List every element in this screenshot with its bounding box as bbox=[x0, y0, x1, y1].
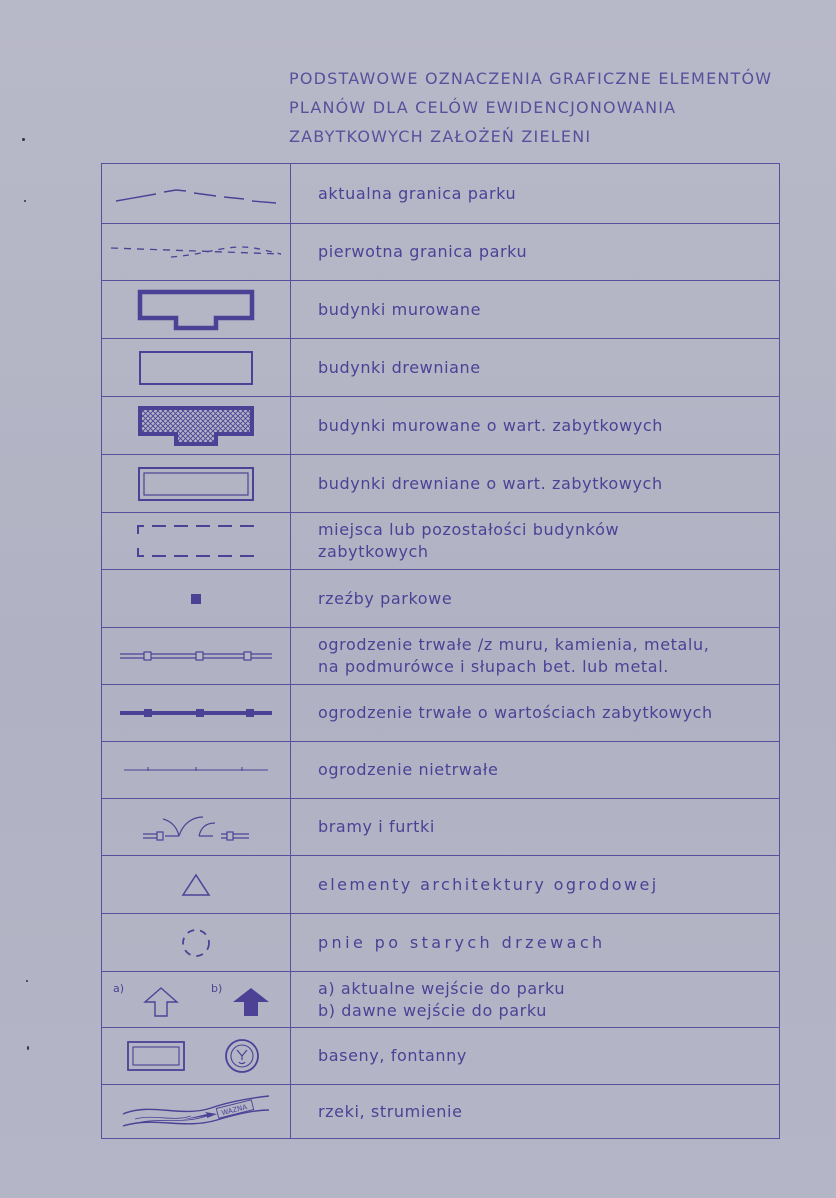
legend-row-pools bbox=[102, 1027, 779, 1084]
legend-desc: miejsca lub pozostałości budynków bbox=[318, 520, 620, 539]
paper-speck bbox=[27, 1046, 29, 1050]
legend-row-permanent-fence bbox=[102, 627, 779, 684]
sculpture-symbol bbox=[102, 570, 290, 627]
legend-desc: aktualna granica parku bbox=[318, 183, 517, 203]
legend-desc: pierwotna granica parku bbox=[318, 242, 528, 261]
legend-row-original-boundary bbox=[102, 223, 779, 280]
legend-row-historic-wooden bbox=[102, 454, 779, 512]
entrances-symbol bbox=[102, 972, 290, 1027]
pools-symbol bbox=[102, 1028, 290, 1084]
legend-row-building-remains bbox=[102, 512, 779, 569]
legend-desc: elementy architektury ogrodowej bbox=[318, 874, 659, 894]
legend-desc: pnie po starych drzewach bbox=[318, 932, 606, 952]
legend-row-wooden bbox=[102, 338, 779, 396]
title-line-1: PODSTAWOWE OZNACZENIA GRAFICZNE ELEMENTÓW bbox=[289, 69, 773, 88]
legend-row-current-boundary bbox=[102, 164, 779, 223]
permanent-fence-symbol bbox=[102, 628, 290, 684]
historic-masonry-symbol bbox=[102, 397, 290, 454]
legend-row-historic-masonry bbox=[102, 396, 779, 454]
legend-table bbox=[101, 163, 780, 1139]
legend-desc: rzeźby parkowe bbox=[318, 588, 453, 608]
triangle-icon bbox=[102, 856, 290, 913]
legend-desc: a) aktualne wejście do parku bbox=[318, 978, 566, 998]
pool-icon bbox=[128, 1042, 184, 1070]
legend-desc-line-2: na podmurówce i słupach bet. lub metal. bbox=[318, 657, 669, 676]
legend-row-historic-fence bbox=[102, 684, 779, 741]
paper-speck bbox=[24, 200, 26, 202]
title-line-3: ZABYTKOWYCH ZAŁOŻEŃ ZIELENI bbox=[289, 127, 592, 146]
temporary-fence-symbol bbox=[102, 742, 290, 798]
legend-desc: rzeki, strumienie bbox=[318, 1102, 463, 1121]
current-boundary-symbol bbox=[102, 164, 290, 223]
legend-row-rivers bbox=[102, 1084, 779, 1139]
historic-wooden-symbol bbox=[102, 455, 290, 512]
wooden-building-symbol bbox=[102, 339, 290, 396]
entrance-label-b: b) bbox=[211, 981, 223, 995]
historic-fence-symbol bbox=[102, 685, 290, 741]
legend-row-temporary-fence bbox=[102, 741, 779, 798]
document-title bbox=[289, 64, 829, 151]
fountain-icon bbox=[226, 1040, 258, 1072]
legend-desc: ogrodzenie trwałe /z muru, kamienia, metalu, bbox=[318, 635, 710, 654]
legend-desc: baseny, fontanny bbox=[318, 1046, 467, 1065]
masonry-building-symbol bbox=[102, 281, 290, 338]
legend-row-garden-architecture bbox=[102, 855, 779, 913]
arrow-up-outline-icon bbox=[145, 988, 177, 1016]
legend-desc: budynki drewniane bbox=[318, 357, 481, 377]
arrow-up-filled-icon bbox=[233, 988, 269, 1016]
legend-row-stumps bbox=[102, 913, 779, 971]
legend-desc-line-2: zabytkowych bbox=[318, 542, 429, 561]
legend-desc: ogrodzenie nietrwałe bbox=[318, 760, 499, 779]
river-stamp: WAZNA bbox=[220, 1103, 249, 1118]
title-line-2: PLANÓW DLA CELÓW EWIDENCJONOWANIA bbox=[289, 98, 677, 117]
legend-desc: ogrodzenie trwałe o wartościach zabytkowych bbox=[318, 703, 713, 722]
legend-desc: budynki drewniane o wart. zabytkowych bbox=[318, 473, 663, 493]
legend-row-gates bbox=[102, 798, 779, 855]
legend-desc: budynki murowane o wart. zabytkowych bbox=[318, 415, 664, 435]
legend-row-sculpture bbox=[102, 569, 779, 627]
legend-row-masonry bbox=[102, 280, 779, 338]
river-symbol bbox=[102, 1085, 290, 1139]
gates-symbol bbox=[102, 799, 290, 855]
paper-speck bbox=[22, 138, 25, 141]
building-remains-symbol bbox=[102, 513, 290, 569]
original-boundary-symbol bbox=[102, 224, 290, 280]
paper-speck bbox=[26, 980, 28, 982]
dashed-circle-icon bbox=[102, 914, 290, 971]
entrance-label-a: a) bbox=[113, 981, 125, 995]
legend-row-entrances bbox=[102, 971, 779, 1027]
legend-desc-line-2: b) dawne wejście do parku bbox=[318, 1000, 547, 1020]
legend-desc: budynki murowane bbox=[318, 299, 482, 319]
legend-desc: bramy i furtki bbox=[318, 817, 435, 836]
